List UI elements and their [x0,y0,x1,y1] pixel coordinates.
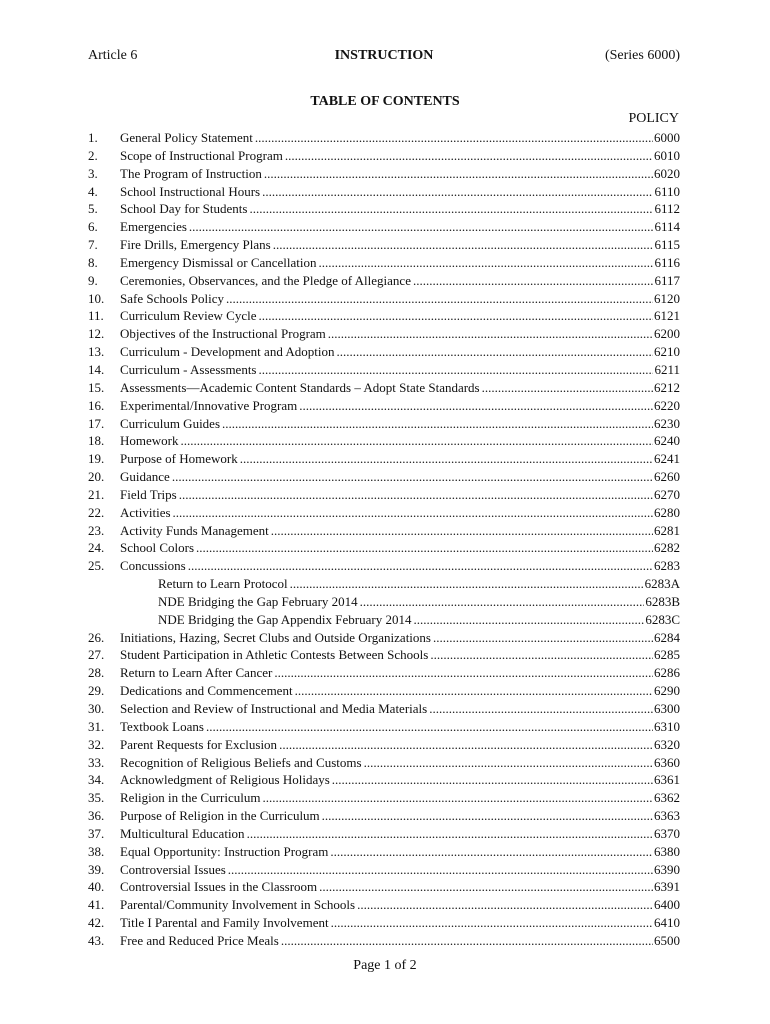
dot-leader [255,129,653,147]
policy-code: 6290 [654,683,680,699]
policy-code: 6280 [654,504,680,520]
entry-title: Title I Parental and Family Involvement [120,915,329,931]
entry-title: Assessments—Academic Content Standards – Adopt State Standards [120,379,480,395]
entry-title: Safe Schools Policy [120,290,224,306]
toc-entry [88,896,680,914]
entry-line [158,593,680,611]
entry-title: NDE Bridging the Gap Appendix February 2014 [158,611,412,627]
dot-leader [249,200,653,218]
dot-leader [319,878,653,896]
entry-number: 30. [88,701,105,716]
entry-title: Controversial Issues in the Classroom [120,879,318,895]
entry-title: The Program of Instruction [120,165,262,181]
policy-code: 6210 [654,344,680,360]
toc-entry [88,254,680,272]
policy-code: 6285 [654,647,680,663]
entry-title: Curriculum - Assessments [120,361,257,377]
entry-number: 3. [88,165,98,181]
entry-line [158,575,680,593]
policy-code: 6500 [654,932,680,948]
entry-title: Dedications and Commencement [120,683,293,699]
entry-title: School Colors [120,540,195,556]
entry-line [120,914,680,932]
entry-number: 39. [88,861,105,877]
toc-entry [88,878,680,896]
toc-entry [88,807,680,825]
entry-line [120,557,680,575]
dot-leader [364,754,653,772]
policy-code: 6281 [654,522,680,538]
entry-line [120,932,680,950]
entry-number: 11. [88,308,104,324]
entry-line [120,825,680,843]
toc-entry [88,165,680,183]
toc-entry [88,468,680,486]
toc-entry [88,379,680,397]
policy-code: 6310 [654,718,680,734]
dot-leader [299,397,653,415]
policy-code: 6283A [644,576,680,592]
toc-entry [88,272,680,290]
entry-line [120,629,680,647]
table-of-contents [88,129,680,950]
entry-line [120,165,680,183]
policy-code: 6361 [654,772,680,788]
dot-leader [262,183,653,201]
entry-title: Purpose of Religion in the Curriculum [120,808,320,824]
toc-entry [88,504,680,522]
entry-title: School Day for Students [120,201,248,217]
toc-entry [88,361,680,379]
entry-title: Purpose of Homework [120,451,238,467]
entry-number: 17. [88,415,105,431]
dot-leader [430,646,653,664]
dot-leader [429,700,653,718]
entry-line [120,682,680,700]
entry-number: 15. [88,379,105,395]
dot-leader [226,290,653,308]
policy-code: 6241 [654,451,680,467]
toc-entry [88,415,680,433]
toc-entry [88,307,680,325]
dot-leader [258,307,653,325]
entry-title: Parent Requests for Exclusion [120,736,278,752]
page-header [88,48,680,68]
entry-number: 28. [88,665,105,681]
dot-leader [271,522,653,540]
entry-number: 20. [88,469,105,485]
entry-line [120,200,680,218]
toc-entry [88,486,680,504]
entry-line [120,183,680,201]
policy-code: 6390 [654,861,680,877]
toc-entry [88,397,680,415]
entry-number: 7. [88,237,98,253]
dot-leader [279,736,653,754]
entry-number: 43. [88,932,105,948]
entry-title: Recognition of Religious Beliefs and Customs [120,754,362,770]
dot-leader [240,450,653,468]
entry-title: Field Trips [120,486,177,502]
entry-line [120,450,680,468]
policy-code: 6370 [654,825,680,841]
entry-title: Homework [120,433,179,449]
entry-line [120,771,680,789]
toc-entry [88,147,680,165]
dot-leader [328,325,653,343]
entry-title: Fire Drills, Emergency Plans [120,237,271,253]
dot-leader [228,861,653,879]
entry-line [120,129,680,147]
entry-line [120,754,680,772]
entry-number: 16. [88,397,105,413]
entry-number: 27. [88,647,105,663]
entry-number: 32. [88,736,105,752]
toc-entry [88,325,680,343]
toc-entry [88,718,680,736]
entry-number: 18. [88,433,105,449]
entry-line [120,343,680,361]
dot-leader [433,629,653,647]
entry-line [120,218,680,236]
dot-leader [274,664,653,682]
entry-number: 40. [88,879,105,895]
page-number: Page 1 of 2 [353,958,417,973]
entry-line [120,736,680,754]
entry-title: Emergencies [120,219,187,235]
article-label: Article 6 [88,48,138,63]
entry-title: Return to Learn Protocol [158,576,288,592]
entry-title: General Policy Statement [120,130,253,145]
dot-leader [332,771,653,789]
dot-leader [357,896,653,914]
entry-number: 35. [88,790,105,806]
entry-line [120,700,680,718]
toc-entry [88,450,680,468]
policy-code: 6230 [654,415,680,431]
entry-line [120,468,680,486]
policy-code: 6320 [654,736,680,752]
entry-title: Curriculum Guides [120,415,221,431]
entry-title: Activities [120,504,171,520]
entry-line [120,789,680,807]
toc-entry [88,629,680,647]
policy-code: 6283C [645,611,680,627]
dot-leader [264,165,653,183]
policy-code: 6300 [654,701,680,716]
toc-entry [88,700,680,718]
policy-code: 6400 [654,897,680,913]
dot-leader [322,807,653,825]
entry-title: Parental/Community Involvement in Schools [120,897,356,913]
toc-entry [88,789,680,807]
toc-entry [88,218,680,236]
entry-title: Acknowledgment of Religious Holidays [120,772,330,788]
dot-leader [181,432,654,450]
entry-line [120,379,680,397]
policy-code: 6283B [645,593,680,609]
entry-number: 38. [88,843,105,859]
policy-code: 6211 [654,361,680,377]
entry-number: 34. [88,772,105,788]
dot-leader [247,825,653,843]
entry-number: 21. [88,486,105,502]
entry-title: Selection and Review of Instructional and Media Materials [120,701,428,716]
policy-code: 6410 [654,915,680,931]
policy-code: 6284 [654,629,680,645]
entry-line [120,664,680,682]
dot-leader [188,557,653,575]
entry-line [120,896,680,914]
entry-number: 37. [88,825,105,841]
entry-number: 5. [88,201,98,217]
entry-title: Activity Funds Management [120,522,269,538]
entry-line [120,861,680,879]
entry-line [120,807,680,825]
dot-leader [179,486,653,504]
policy-code: 6282 [654,540,680,556]
dot-leader [281,932,653,950]
dot-leader [360,593,645,611]
toc-subentry [88,575,680,593]
toc-entry [88,236,680,254]
series-label: (Series 6000) [604,48,680,63]
entry-title: NDE Bridging the Gap February 2014 [158,593,358,609]
toc-entry [88,200,680,218]
policy-code: 6283 [654,558,680,574]
policy-column-heading: POLICY [628,111,679,126]
policy-code: 6200 [654,326,680,342]
toc-entry [88,432,680,450]
policy-code: 6115 [654,237,680,253]
toc-entry [88,843,680,861]
entry-title: Religion in the Curriculum [120,790,261,806]
entry-title: Curriculum - Development and Adoption [120,344,335,360]
dot-leader [331,914,653,932]
entry-title: Equal Opportunity: Instruction Program [120,843,329,859]
policy-code: 6020 [654,165,680,181]
dot-leader [206,718,653,736]
entry-line [120,236,680,254]
policy-code: 6116 [654,254,680,270]
dot-leader [189,218,654,236]
entry-title: Initiations, Hazing, Secret Clubs and Outside Organizations [120,629,431,645]
toc-entry [88,932,680,950]
toc-entry [88,664,680,682]
entry-line [120,432,680,450]
entry-line [120,325,680,343]
entry-line [120,718,680,736]
entry-number: 2. [88,147,98,163]
toc-entry [88,290,680,308]
entry-number: 9. [88,272,98,288]
policy-code: 6362 [654,790,680,806]
dot-leader [273,236,654,254]
entry-title: Free and Reduced Price Meals [120,932,279,948]
toc-entry [88,343,680,361]
entry-title: School Instructional Hours [120,183,261,199]
policy-code: 6010 [654,147,680,163]
policy-code: 6363 [654,808,680,824]
entry-line [120,254,680,272]
entry-line [120,415,680,433]
entry-line [120,272,680,290]
entry-title: Guidance [120,469,170,485]
policy-code: 6000 [654,130,680,145]
dot-leader [413,272,654,290]
toc-entry [88,861,680,879]
dot-leader [319,254,654,272]
policy-code: 6260 [654,469,680,485]
policy-code: 6240 [654,433,680,449]
entry-number: 42. [88,915,105,931]
entry-number: 36. [88,808,105,824]
toc-entry [88,522,680,540]
entry-number: 6. [88,219,98,235]
toc-entry [88,557,680,575]
entry-number: 25. [88,558,105,574]
entry-number: 1. [88,130,98,145]
entry-number: 19. [88,451,105,467]
dot-leader [290,575,644,593]
entry-title: Student Participation in Athletic Contests Between Schools [120,647,429,663]
entry-title: Return to Learn After Cancer [120,665,273,681]
entry-title: Emergency Dismissal or Cancellation [120,254,317,270]
policy-code: 6117 [654,272,680,288]
toc-subentry [88,593,680,611]
policy-code: 6380 [654,843,680,859]
policy-code: 6360 [654,754,680,770]
entry-number: 22. [88,504,105,520]
entry-number: 41. [88,897,105,913]
policy-code: 6112 [654,201,680,217]
entry-number: 33. [88,754,105,770]
entry-number: 13. [88,344,105,360]
toc-entry [88,771,680,789]
dot-leader [172,468,653,486]
entry-number: 14. [88,361,105,377]
entry-line [120,361,680,379]
entry-line [120,843,680,861]
policy-code: 6391 [654,879,680,895]
entry-title: Ceremonies, Observances, and the Pledge of Allegiance [120,272,411,288]
entry-title: Controversial Issues [120,861,226,877]
entry-line [158,611,680,629]
entry-line [120,290,680,308]
entry-number: 29. [88,683,105,699]
dot-leader [336,343,653,361]
entry-line [120,307,680,325]
entry-number: 26. [88,629,105,645]
dot-leader [330,843,653,861]
policy-code: 6121 [654,308,680,324]
policy-code: 6120 [654,290,680,306]
entry-title: Experimental/Innovative Program [120,397,298,413]
policy-code: 6212 [654,379,680,395]
entry-title: Objectives of the Instructional Program [120,326,326,342]
entry-line [120,646,680,664]
dot-leader [482,379,653,397]
entry-line [120,397,680,415]
entry-line [120,486,680,504]
dot-leader [196,539,653,557]
toc-subentry [88,611,680,629]
entry-number: 8. [88,254,98,270]
entry-number: 4. [88,183,98,199]
toc-entry [88,539,680,557]
entry-line [120,504,680,522]
toc-entry [88,825,680,843]
dot-leader [173,504,653,522]
toc-entry [88,754,680,772]
entry-title: Multicultural Education [120,825,245,841]
toc-entry [88,682,680,700]
entry-title: Textbook Loans [120,718,204,734]
toc-entry [88,646,680,664]
dot-leader [222,415,653,433]
dot-leader [285,147,653,165]
policy-code: 6286 [654,665,680,681]
entry-number: 23. [88,522,105,538]
toc-entry [88,736,680,754]
policy-code: 6220 [654,397,680,413]
entry-number: 10. [88,290,105,306]
entry-line [120,539,680,557]
dot-leader [413,611,644,629]
entry-title: Concussions [120,558,186,574]
dot-leader [262,789,653,807]
toc-entry [88,914,680,932]
entry-number: 12. [88,326,105,342]
entry-title: Curriculum Review Cycle [120,308,257,324]
entry-line [120,147,680,165]
entry-number: 31. [88,718,105,734]
entry-line [120,522,680,540]
dot-leader [295,682,653,700]
dot-leader [259,361,654,379]
toc-heading: TABLE OF CONTENTS [310,94,460,109]
section-title: INSTRUCTION [334,48,434,63]
policy-code: 6114 [654,219,680,235]
policy-code: 6110 [654,183,680,199]
entry-number: 24. [88,540,105,556]
entry-line [120,878,680,896]
toc-entry [88,183,680,201]
toc-entry [88,129,680,147]
entry-title: Scope of Instructional Program [120,147,283,163]
policy-code: 6270 [654,486,680,502]
